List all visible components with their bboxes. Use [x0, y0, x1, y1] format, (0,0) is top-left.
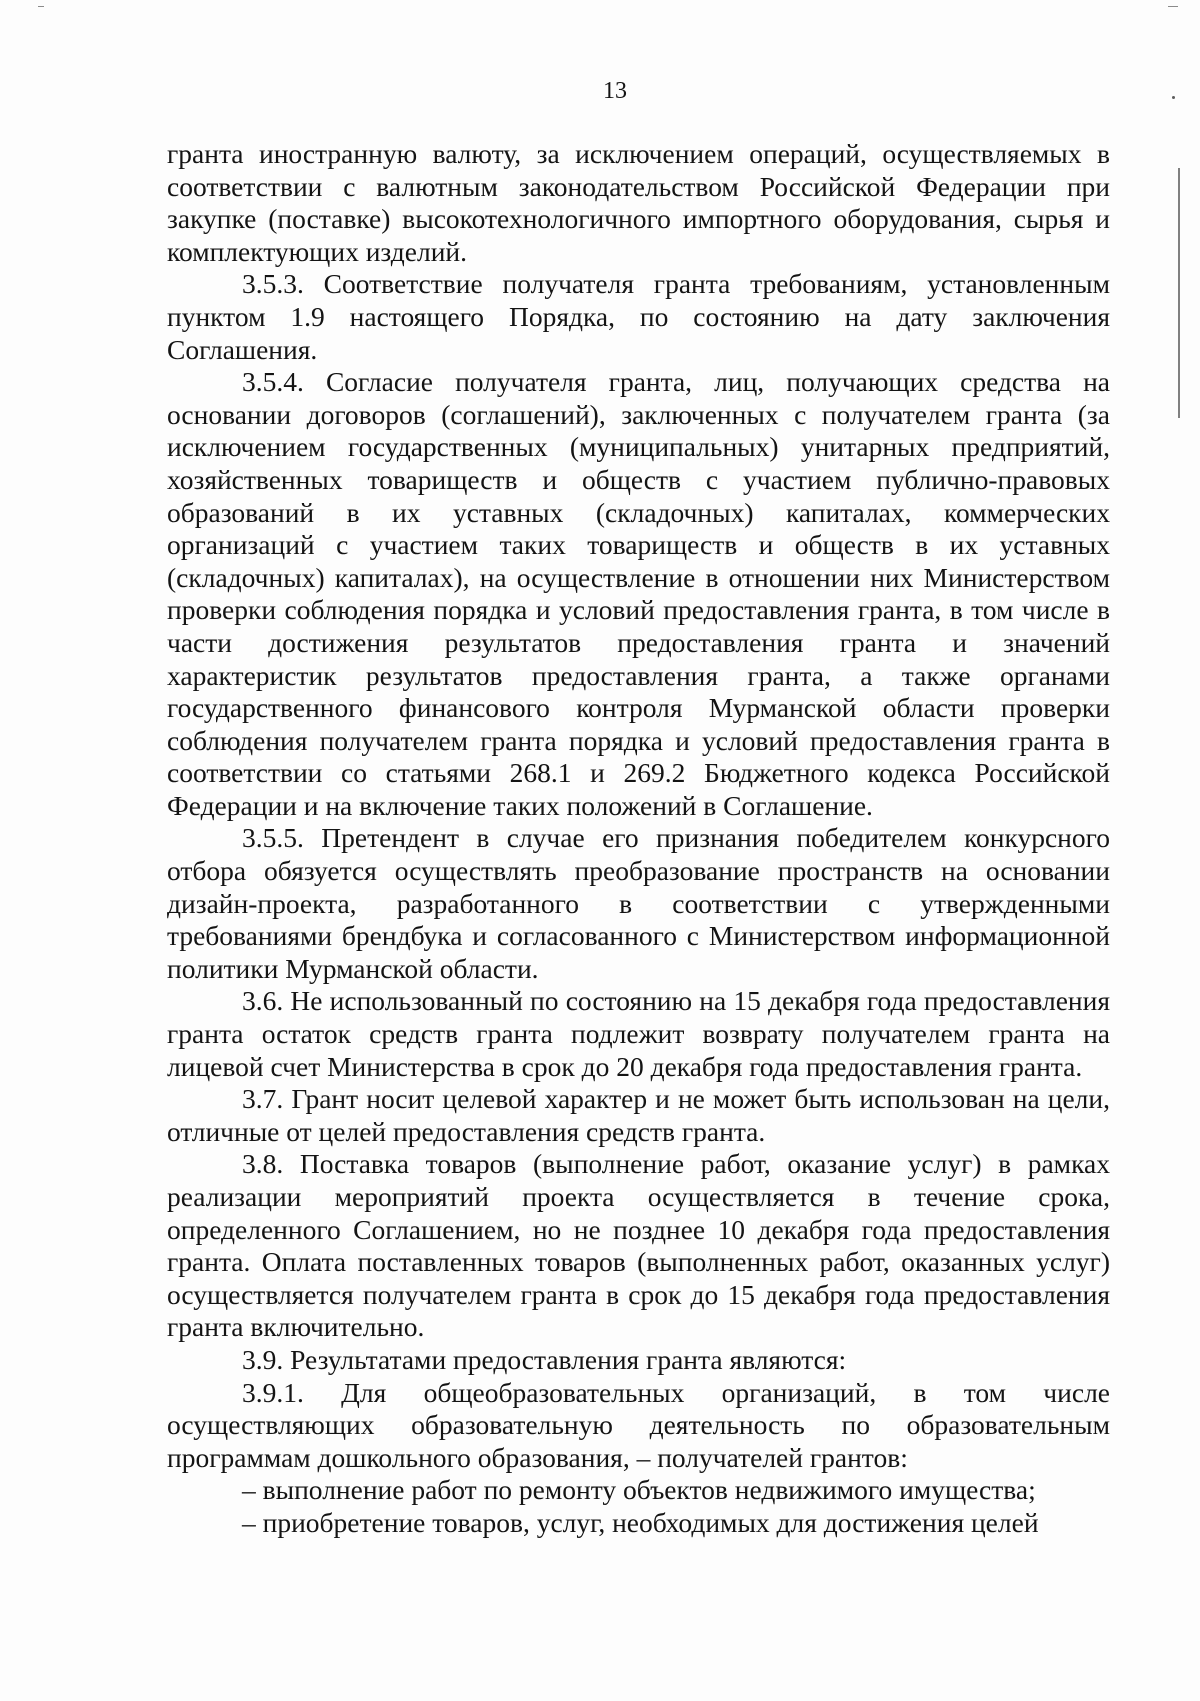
- paragraph: 3.8. Поставка товаров (выполнение работ, оказание услуг) в рамках реализации мероприятий проекта осуществляется в течение срока, определенного Соглашением, но не позднее 10 декабря года предоставления гранта. Оплата поставленных товаров (выполненных работ, оказанных услуг) осуществляется получателем гранта в срок до 15 декабря года предоставления гранта включительно.: [167, 1148, 1110, 1343]
- paragraph: 3.7. Грант носит целевой характер и не может быть использован на цели, отличные от целей предоставления средств гранта.: [167, 1083, 1110, 1147]
- scan-artifact: [1178, 168, 1180, 418]
- list-item: – выполнение работ по ремонту объектов недвижимого имущества;: [242, 1474, 1036, 1506]
- paragraph: 3.5.3. Соответствие получателя гранта требованиям, установленным пунктом 1.9 настоящего Порядка, по состоянию на дату заключения Соглашения.: [167, 268, 1110, 365]
- paragraph: 3.9. Результатами предоставления гранта являются:: [242, 1343, 847, 1375]
- paragraph: 3.5.4. Согласие получателя гранта, лиц, получающих средства на основании договоров (соглашений), заключенных с получателем гранта (за исключением государственных (муниципальных) унитарных предприятий, хозяйственных товариществ и обществ с участием публично-правовых образований в их уставных (складочных) капиталах, коммерческих организаций с участием таких товариществ и обществ в их уставных (складочных) капиталах), на осуществление в отношении них Министерством проверки соблюдения порядка и условий предоставления гранта, в том числе в части достижения результатов предоставления гранта и значений характеристик результатов предоставления гранта, а также органами государственного финансового контроля Мурманской области проверки соблюдения получателем гранта порядка и условий предоставления гранта в соответствии со статьями 268.1 и 269.2 Бюджетного кодекса Российской Федерации и на включение таких положений в Соглашение.: [167, 366, 1110, 821]
- list-item: – приобретение товаров, услуг, необходимых для достижения целей: [242, 1506, 1039, 1538]
- scan-artifact: [38, 6, 44, 7]
- paragraph: 3.9.1. Для общеобразовательных организаций, в том числе осуществляющих образовательную деятельность по образовательным программам дошкольного образования, – получателей грантов:: [167, 1376, 1110, 1473]
- paragraph: 3.6. Не использованный по состоянию на 15 декабря года предоставления гранта остаток средств гранта подлежит возврату получателем гранта на лицевой счет Министерства в срок до 20 декабря года предоставления гранта.: [167, 985, 1110, 1082]
- paragraph: 3.5.5. Претендент в случае его признания победителем конкурсного отбора обязуется осуществлять преобразование пространств на основании дизайн-проекта, разработанного в соответствии с утвержденными требованиями брендбука и согласованного с Министерством информационной политики Мурманской области.: [167, 822, 1110, 984]
- paragraph: гранта иностранную валюту, за исключением операций, осуществляемых в соответствии с валютным законодательством Российской Федерации при закупке (поставке) высокотехнологичного импортного оборудования, сырья и комплектующих изделий.: [167, 138, 1110, 267]
- scan-artifact: [1168, 6, 1178, 7]
- page-number: 13: [603, 78, 627, 104]
- document-body: [167, 138, 1110, 1540]
